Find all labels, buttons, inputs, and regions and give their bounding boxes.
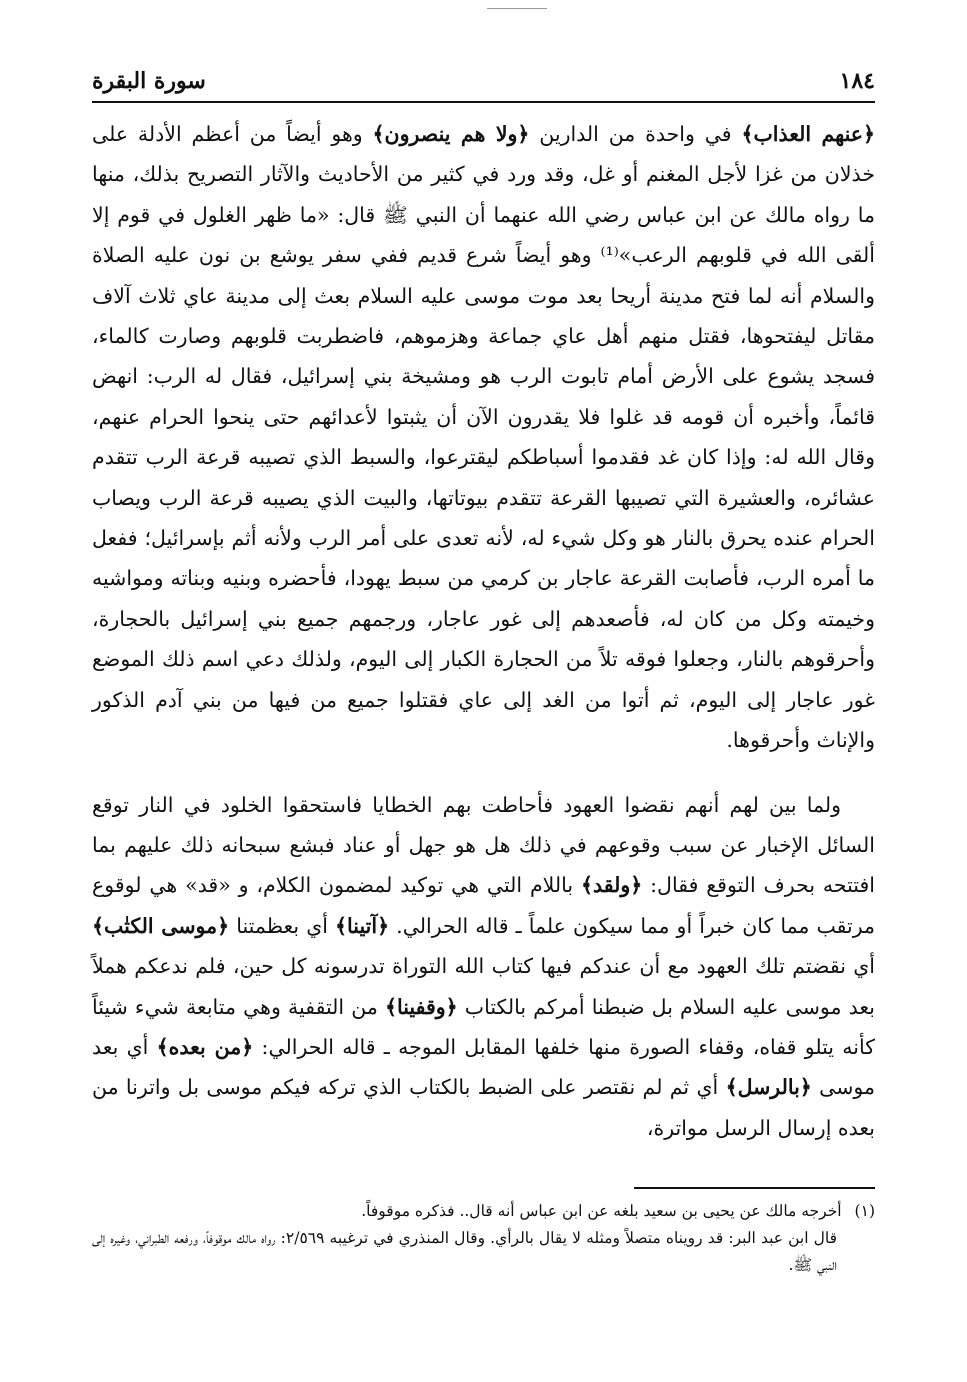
quran-quote: ﴿ولقد﴾ (580, 873, 643, 898)
text-segment: من التقفية وهي متابعة شيء شيئاً كأنه يتلو قفاه، وقفاء الصورة منها خلفها المقابل الموجه ـ قاله الحرالي: (92, 994, 875, 1059)
quran-quote: ﴿ولا هم ينصرون﴾ (372, 122, 530, 146)
footnote-1-text: أخرجه مالك عن يحيى بن سعيد بلغه عن ابن عباس أنه قال.. فذكره موقوفاً. (361, 1202, 842, 1220)
surah-title: سورة البقرة (92, 68, 206, 94)
footnote-marker: (١) (854, 1202, 875, 1220)
text-segment: ولما بين لهم أنهم نقضوا العهود فأحاطت بهم الخطايا فاستحقوا الخلود في النار توقع السائل الإخبار عن سبب وقوعهم في ذلك هل هو جهل أو عناد فبشع سبحانه ذلك عليهم بما افتتحه بحرف التوقع فقال: (92, 792, 875, 898)
footnotes (92, 1198, 875, 1279)
quran-quote: ﴿وقفينا﴾ (384, 994, 458, 1019)
header-rule (92, 101, 875, 103)
paragraph-1 (92, 114, 875, 761)
quran-quote: ﴿عنهم العذاب﴾ (741, 122, 876, 146)
quran-quote: ﴿موسى الكتٰب﴾ (92, 913, 230, 938)
paragraph-2 (92, 785, 875, 1149)
text-segment: أي ثم لم نقتصر على الضبط بالكتاب الذي تركه فيكم موسى بل واترنا من بعده إرسال الرسل مواترة، (92, 1075, 875, 1140)
page-header (92, 66, 875, 96)
main-text (92, 114, 875, 1148)
quran-quote: ﴿بالرسل﴾ (725, 1075, 812, 1100)
text-segment: أي نقضتم تلك العهود مع أن عندكم فيها كتاب الله التوراة تدرسونه كل حين، فلم ندعكم هملاً بعد موسى عليه السلام بل ضبطنا أمركم بالكتاب (92, 954, 875, 1019)
page-number: ١٨٤ (839, 68, 875, 94)
text-segment: وهو أيضاً من أعظم الأدلة على خذلان من غزا لأجل المغنم أو غل، وقد ورد في كثير من الأحاديث والآثار التصريح بذلك، منها ما رواه مالك عن ابن عباس رضي الله عنهما أن النبي ﷺ قال: «ما ظهر الغلول في قوم إلا ألقى الله في قلوبهم الرعب»⁽¹⁾ وهو أيضاً شرع قديم ففي سفر يوشع بن نون عليه الصلاة والسلام أنه لما فتح مدينة أريحا بعد موت موسى عليه السلام بعث إلى مدينة عاي ثلاث آلاف مقاتل ليفتحوها، فقتل منهم أهل عاي جماعة وهزموهم، فاضطربت قلوبهم وصارت كالماء، فسجد يشوع على الأرض أمام تابوت الرب هو ومشيخة بني إسرائيل، فقال له الرب: انهض قائماً، وأخبره أن قومه قد غلوا فلا يقدرون الآن أن يثبتوا لأعدائهم حتى ينحوا الحرام عنهم، وقال الله له: وإذا كان غد فقدموا أسباطكم ليقترعوا، والسبط الذي تصيبه قرعة الرب تتقدم عشائره، والعشيرة التي تصيبها القرعة تتقدم بيوتاتها، والبيت الذي يصيبه قرعة الرب ويصاب الحرام عنده يحرق بالنار هو وكل شيء له، لأنه تعدى على أمر الرب ولأنه أثم بإسرائيل؛ ففعل ما أمره الرب، فأصابت القرعة عاجار بن كرمي من سبط يهودا، فأحضره وبنيه وبناته ومواشيه وخيمته وكل من كان له، فأصعدهم إلى غور عاجار، ورجمهم جميع بني إسرائيل بالحجارة، وأحرقوهم بالنار، وجعلوا فوقه تلاً من الحجارة الكبار إلى اليوم، ولذلك دعي اسم ذلك الموضع غور عاجار إلى اليوم، ثم أتوا من الغد إلى عاي فقتلوا جميع من فيها من بني آدم الذكور والإناث وأحرقوها. (92, 122, 875, 753)
top-scan-mark (487, 8, 547, 9)
text-segment: في واحدة من الدارين (529, 122, 742, 146)
text-segment: باللام التي هي توكيد لمضمون الكلام، و «قد» هي لوقوع مرتقب مما كان خبراً أو مما سيكون علماً ـ قاله الحرالي. (92, 873, 876, 938)
quran-quote: ﴿آتينا﴾ (335, 913, 390, 938)
footnote-1 (92, 1198, 875, 1225)
quran-quote: ﴿من بعده﴾ (156, 1034, 254, 1059)
text-segment: أي بعد موسى (92, 1034, 875, 1100)
footnote-1-continuation: قال ابن عبد البر: قد رويناه متصلاً ومثله لا يقال بالرأي. وقال المنذري في ترغيبه ٢/٥٦٩: رواه مالك موقوفاً، ورفعه الطبراني، وغيره إلى النبي ﷺ. (92, 1229, 837, 1274)
text-segment: أي بعظمتنا (229, 913, 336, 938)
footnote-rule (634, 1187, 875, 1189)
